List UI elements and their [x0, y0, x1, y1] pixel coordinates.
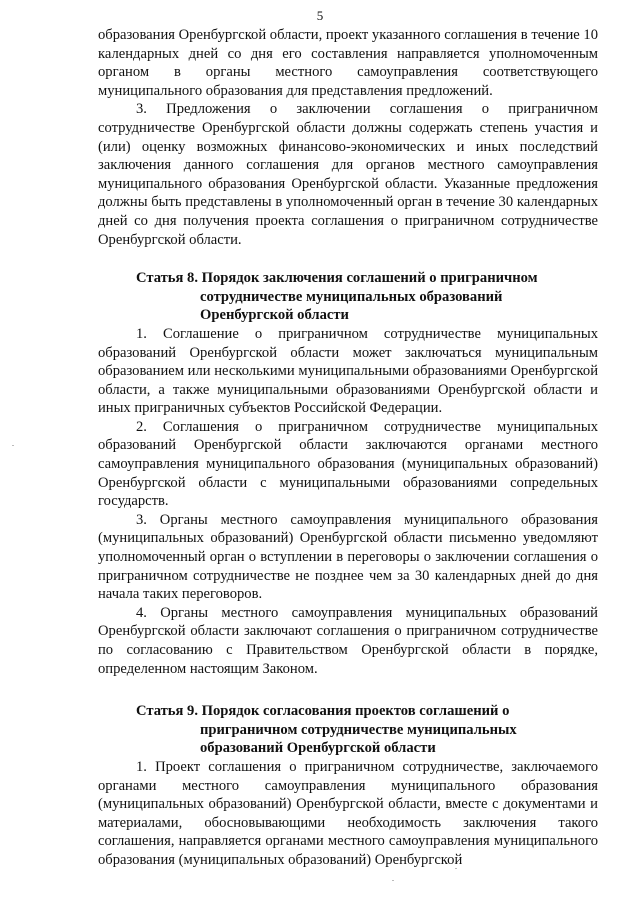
article-8-item-1: 1. Соглашение о приграничном сотрудничестве муниципальных образований Оренбургской области может заключаться муниципальным образованием или несколькими муниципальными образованиями Оренбургской области, а также муниципальными образованиями Оренбургской области и иных приграничных субъектов Российской Федерации.: [98, 325, 598, 417]
article-9-heading-line-3: образований Оренбургской области: [200, 740, 436, 757]
article-8-item-4: 4. Органы местного самоуправления муниципальных образований Оренбургской области заключают соглашения о приграничном сотрудничестве по согласованию с Правительством Оренбургской области в порядке, определенном настоящим Законом.: [98, 604, 598, 677]
scan-speck: [392, 880, 394, 881]
article-8-heading-line-1: Статья 8. Порядок заключения соглашений о приграничном: [136, 270, 538, 287]
article-8-item-2: 2. Соглашения о приграничном сотрудничестве муниципальных образований Оренбургской области заключаются органами местного самоуправления муниципального образования (муниципальных образований) Оренбургской области с муниципальными образованиями сопредельных государств.: [98, 418, 598, 510]
article-8-heading: [98, 269, 598, 325]
scan-speck: [455, 868, 457, 869]
paragraph-item-3: 3. Предложения о заключении соглашения о приграничном сотрудничестве Оренбургской области должны содержать степень участия и (или) оценку возможных финансово-экономических и иных последствий заключения данного соглашения для органов местного самоуправления муниципального образования Оренбургской области. Указанные предложения должны быть представлены в уполномоченный орган в течение 30 календарных дней со дня получения проекта соглашения о приграничном сотрудничестве Оренбургской области.: [98, 101, 598, 248]
scan-speck: [12, 445, 14, 446]
paragraph-continuation: образования Оренбургской области, проект указанного соглашения в течение 10 календарных дней со дня его составления направляется уполномоченным органом в органы местного самоуправления соответствующего муниципального образования для представления предложений.: [98, 27, 598, 99]
article-8-item-3: 3. Органы местного самоуправления муниципального образования (муниципальных образований) Оренбургской области письменно уведомляют уполномоченный орган о вступлении в переговоры о заключении соглашения о приграничном сотрудничестве не позднее чем за 30 календарных дней до дня начала таких переговоров.: [98, 511, 598, 603]
article-9-heading-line-2: приграничном сотрудничестве муниципальных: [200, 721, 517, 738]
article-8-heading-line-2: сотрудничестве муниципальных образований: [200, 288, 503, 305]
article-9-item-1: 1. Проект соглашения о приграничном сотрудничестве, заключаемого органами местного самоуправления муниципального образования (муниципальных образований) Оренбургской области, вместе с документами и материалами, обосновывающими необходимость заключения такого соглашения, направляется органами местного самоуправления муниципального образования (муниципальных образований) Оренбургской: [98, 758, 598, 868]
document-body: [98, 26, 598, 870]
article-9-heading-line-1: Статья 9. Порядок согласования проектов соглашений о: [136, 703, 510, 720]
article-9-heading: [98, 702, 598, 758]
page-number: 5: [316, 8, 324, 23]
article-8-heading-line-3: Оренбургской области: [200, 307, 349, 324]
section-spacer: [98, 678, 598, 702]
section-spacer: [98, 249, 598, 269]
